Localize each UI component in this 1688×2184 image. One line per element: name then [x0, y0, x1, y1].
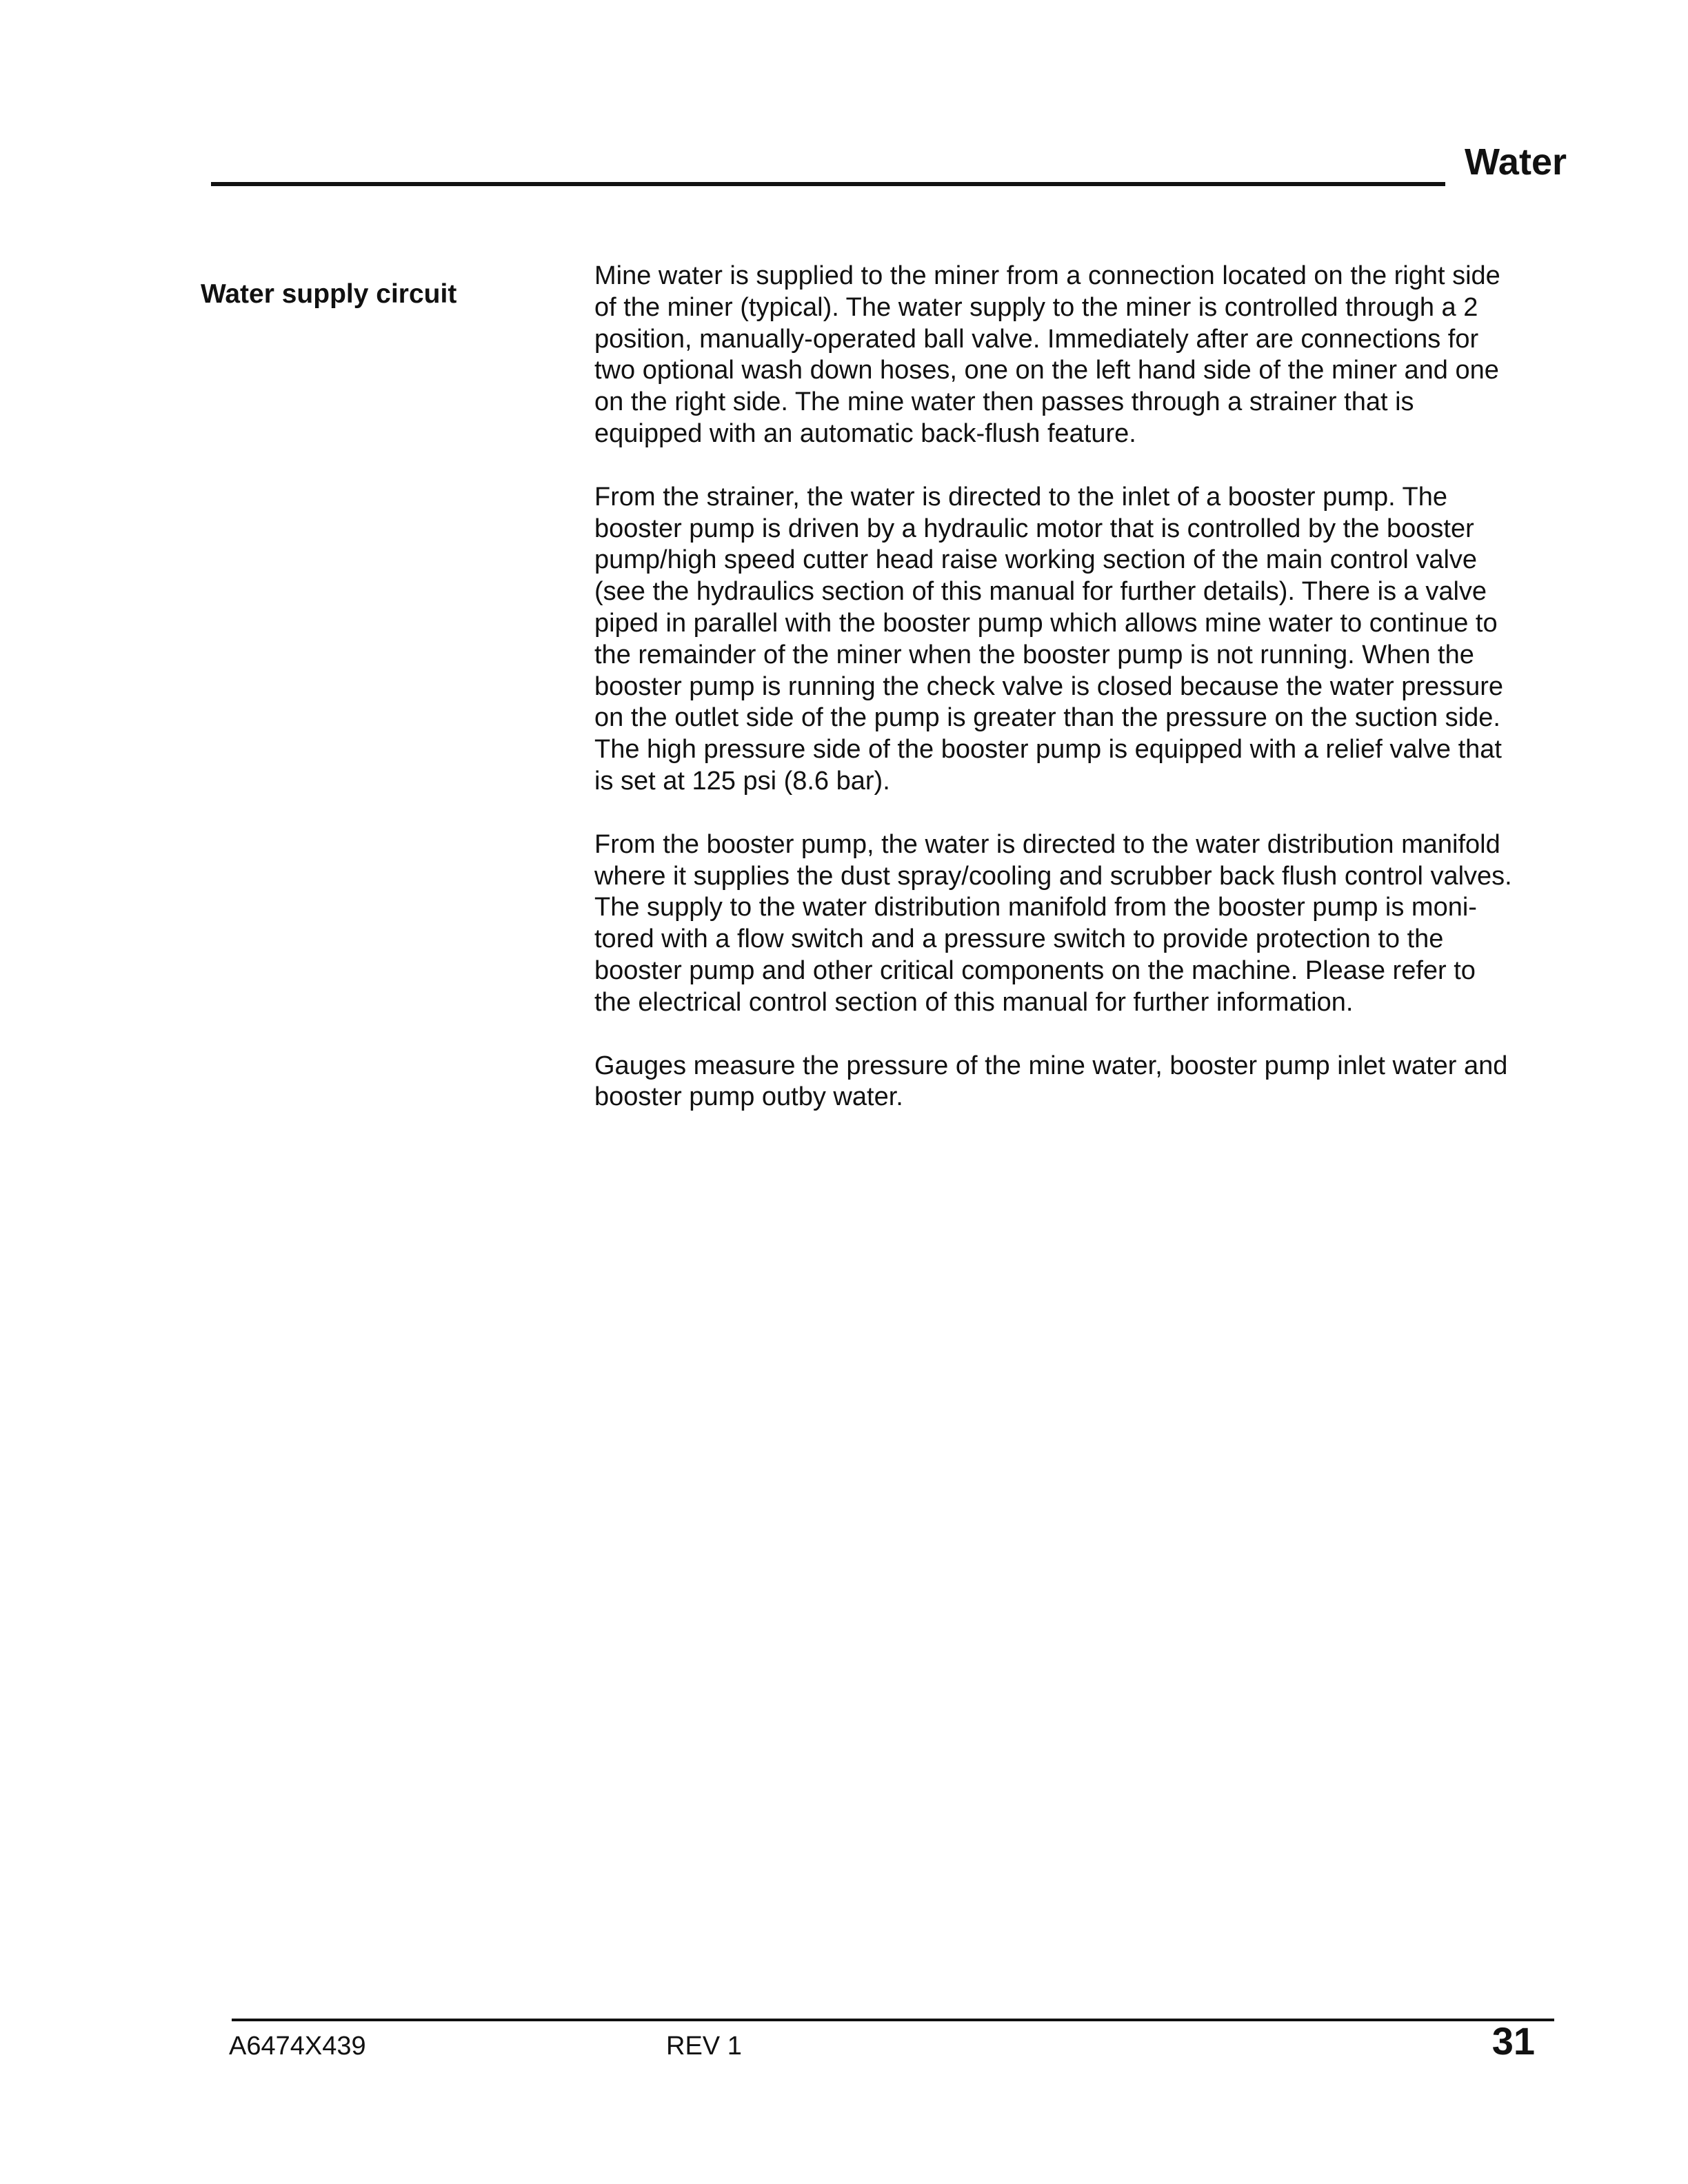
section-title: Water	[1464, 141, 1567, 183]
body-text	[594, 261, 1574, 1145]
revision-label: REV 1	[666, 2032, 742, 2061]
footer-rule	[232, 2019, 1554, 2021]
paragraph: From the strainer, the water is directed to the inlet of a booster pump. The booster pump is driven by a hydraulic motor that is controlled by the booster pump/high speed cutter head raise working section of the main control valve (see the hydraulics section of this manual for further details). There is a valve piped in parallel with the booster pump which allows mine water to continue to the remainder of the miner when the booster pump is not running. When the booster pump is running the check valve is closed because the water pressure on the outlet side of the pump is greater than the pressure on the suction side. The high pressure side of the booster pump is equipped with a relief valve that is set at 125 psi (8.6 bar).	[594, 482, 1504, 796]
paragraph: From the booster pump, the water is directed to the water distribution manifold where it supplies the dust spray/cooling and scrubber back flush control valves. The supply to the water distribution manifold from the booster pump is moni- tored with a flow switch and a pressure switch to provide protection to the booster pump and other critical components on the machine. Please refer to the electrical control section of this manual for further information.	[594, 829, 1512, 1017]
side-heading: Water supply circuit	[201, 279, 457, 309]
page-number: 31	[1491, 2019, 1535, 2063]
paragraph: Mine water is supplied to the miner from a connection located on the right side of the miner (typical). The water supply to the miner is controlled through a 2 position, manually-operated ball valve. Immediately after are connections for two optional wash down hoses, one on the left hand side of the miner and one on the right side. The mine water then passes through a strainer that is equipped with an automatic back-flush feature.	[594, 261, 1500, 448]
header-rule	[211, 182, 1445, 186]
paragraph: Gauges measure the pressure of the mine water, booster pump inlet water and booster pump outby water.	[594, 1051, 1508, 1112]
document-number: A6474X439	[229, 2032, 366, 2061]
